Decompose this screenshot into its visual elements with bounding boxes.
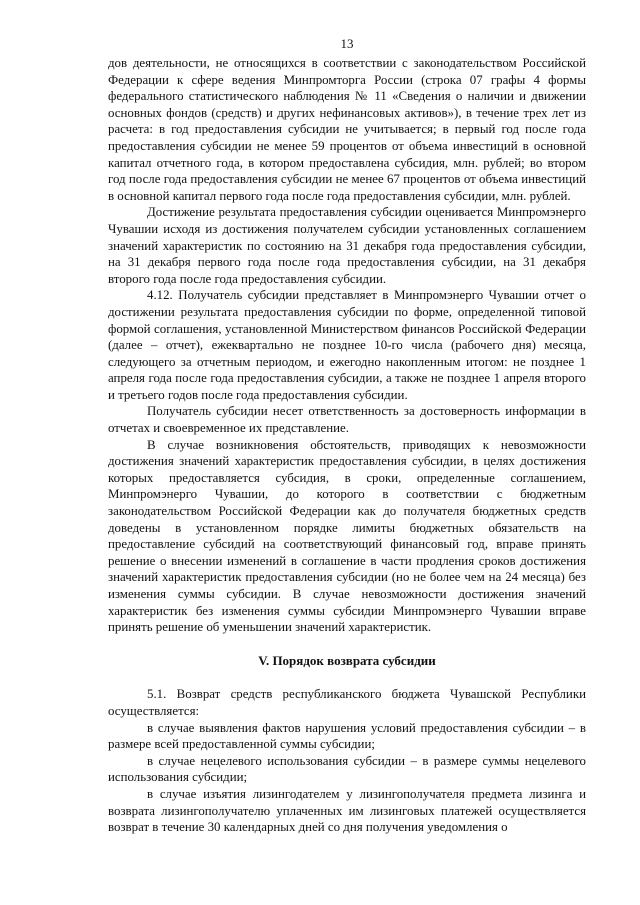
paragraph-result-assessment: Достижение результата предоставления субсидии оценивается Минпромэнерго Чувашии исходя из достижения получателем субсидии установленных соглашением значений характеристик по состоянию на 31 декабря года предоставления субсидии, на 31 декабря первого года после года предоставления субсидии, на 31 декабря второго года после года предоставления субсидии.	[108, 205, 586, 286]
paragraph-violation-case: в случае выявления фактов нарушения условий предоставления субсидии – в размере всей предоставленной суммы субсидии;	[108, 720, 586, 752]
paragraph-misuse-case: в случае нецелевого использования субсидии – в размере суммы нецелевого использования субсидии;	[108, 753, 586, 785]
paragraph-circumstances: В случае возникновения обстоятельств, приводящих к невозможности достижения значений характеристик предоставления субсидии, в целях достижения которых предоставляется субсидия, в сроки, определенные соглашением, Минпромэнерго Чувашии, до которого в соответствии с бюджетным законодательством Российской Федерации как до получателя бюджетных средств доведены в установленном порядке лимиты бюджетных обязательств на предоставление субсидий на соответствующий финансовый год, вправе принять решение о внесении изменений в соглашение в части продления сроков достижения значений характеристик предоставления субсидии (но не более чем на 24 месяца) без изменения суммы субсидии. В случае невозможности достижения значений характеристик без изменения суммы субсидии Минпромэнерго Чувашии вправе принять решение об уменьшении значений характеристик.	[108, 437, 586, 635]
section-heading: V. Порядок возврата субсидии	[258, 652, 436, 668]
paragraph-leasing-case: в случае изъятия лизингодателем у лизингополучателя предмета лизинга и возврата лизингополучателю уплаченных им лизинговых платежей осуществляется возврат в течение 30 календарных дней со дня получения уведомления о	[108, 786, 586, 835]
document-body	[108, 55, 586, 836]
paragraph-4-12-report: 4.12. Получатель субсидии представляет в Минпромэнерго Чувашии отчет о достижении результата предоставления субсидии по форме, определенной типовой формой соглашения, установленной Министерством финансов Российской Федерации (далее – отчет), ежеквартально не позднее 10-го числа (рабочего дня) месяца, следующего за отчетным периодом, и ежегодно накопленным итогом: не позднее 1 апреля года после года предоставления субсидии, а также не позднее 1 апреля второго и третьего годов после года предоставления субсидии.	[108, 288, 586, 402]
paragraph-continuation: дов деятельности, не относящихся в соответствии с законодательством Российской Федерации к сфере ведения Минпромторга России (строка 07 графы 4 формы федерального статистического наблюдения № 11 «Сведения о наличии и движении основных фондов (средств) и других нефинансовых активов»), в течение трех лет из расчета: в год предоставления субсидии не учитывается; в первый год после года предоставления субсидии не менее 59 процентов от объема инвестиций в основной капитал отчетного года, в котором предоставлена субсидия, млн. рублей; во втором год после года предоставления субсидии не менее 67 процентов от объема инвестиций в основной капитал первого года после года предоставления субсидии, млн. рублей.	[108, 56, 586, 203]
paragraph-responsibility: Получатель субсидии несет ответственность за достоверность информации в отчетах и своевременное их представление.	[108, 404, 586, 436]
page-number: 13	[340, 36, 354, 51]
paragraph-5-1-return: 5.1. Возврат средств республиканского бюджета Чувашской Республики осуществляется:	[108, 687, 586, 718]
document-page	[108, 0, 586, 905]
